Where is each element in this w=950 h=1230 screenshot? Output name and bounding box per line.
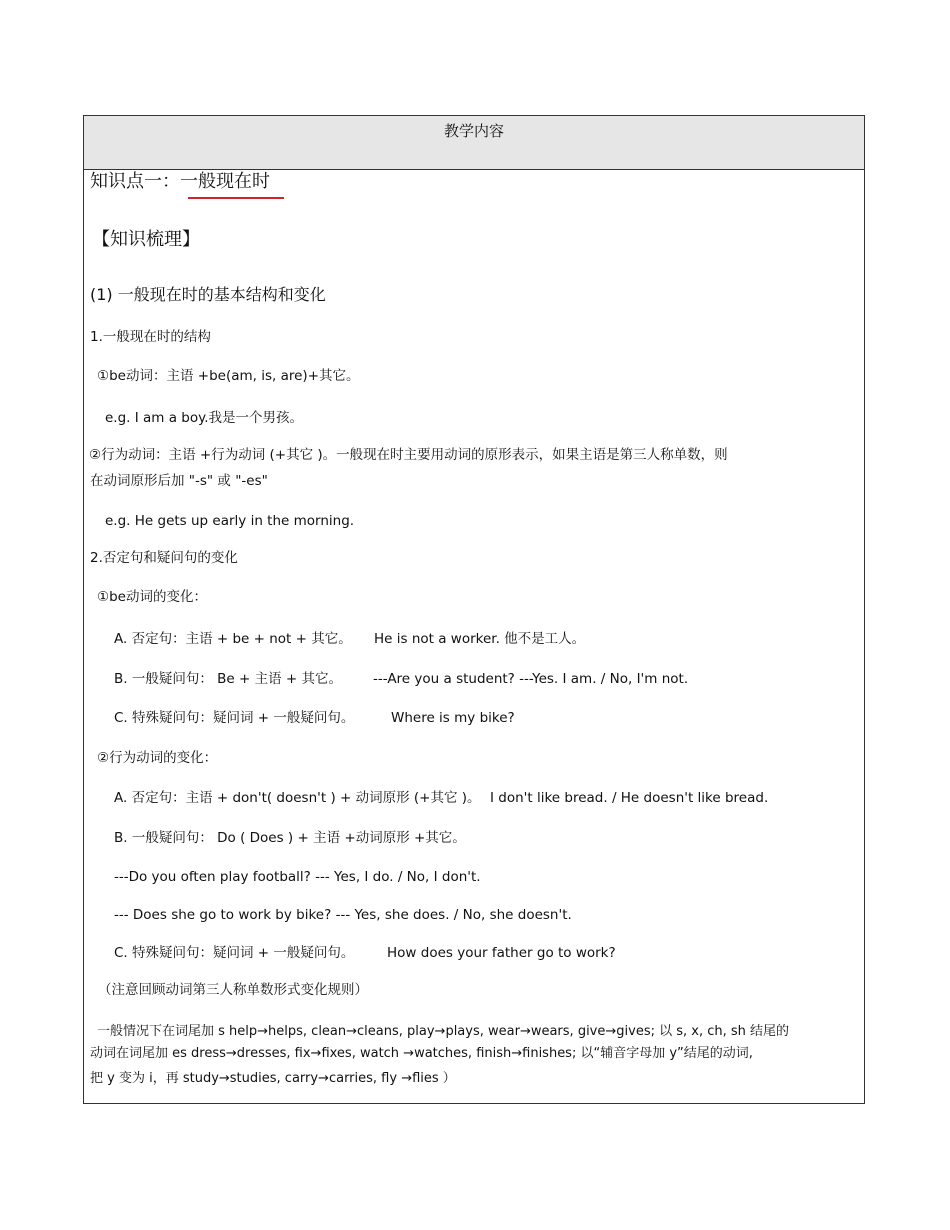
line-be-b-rule: B. 一般疑问句： Be + 主语 + 其它。 [114,671,342,687]
knowledge-topic: 一般现在时 [180,171,270,192]
line-be-b-example: ---Are you a student? ---Yes. I am. / No, I'm not. [373,671,689,687]
table-header [84,116,864,170]
line-v-b-example-2: --- Does she go to work by bike? --- Yes, she does. / No, she doesn't. [114,907,572,923]
line-v-c-example: How does your father go to work? [387,945,616,961]
knowledge-point-title [90,170,270,194]
line-s2: 2.否定句和疑问句的变化 [90,550,238,566]
line-be-c-example: Where is my bike? [391,710,515,726]
subheading: (1) 一般现在时的基本结构和变化 [90,285,326,304]
line-v-b-rule: B. 一般疑问句： Do ( Does ) + 主语 +动词原形 +其它。 [114,830,466,846]
knowledge-prefix: 知识点一： [90,171,180,192]
line-rule-1: 一般情况下在词尾加 s help→helps, clean→cleans, play→plays, wear→wears, give→gives; 以 s, x, ch, sh 结尾的 [97,1024,790,1039]
line-be-a-example: He is not a worker. 他不是工人。 [374,631,586,647]
line-rule-2: 动词在词尾加 es dress→dresses, fix→fixes, watch →watches, finish→finishes; 以“辅音字母加 y”结尾的动词, [90,1046,753,1061]
header-title: 教学内容 [443,122,504,140]
line-be-a-rule: A. 否定句：主语 + be + not + 其它。 [114,631,352,647]
line-verb-structure-1: ②行为动词：主语 +行为动词 (+其它 )。一般现在时主要用动词的原形表示，如果主语是第三人称单数，则 [89,447,728,463]
line-eg2: e.g. He gets up early in the morning. [105,513,355,529]
line-be-c-rule: C. 特殊疑问句：疑问词 + 一般疑问句。 [114,710,355,726]
line-be-change: ①be动词的变化： [97,589,207,605]
line-verb-structure-2: 在动词原形后加 "-s" 或 "-es" [90,473,268,489]
line-v-a-rule: A. 否定句：主语 + don't( doesn't ) + 动词原形 (+其它 )。 [114,790,481,806]
line-eg1: e.g. I am a boy.我是一个男孩。 [105,410,303,426]
line-verb-change: ②行为动词的变化： [97,750,218,766]
line-rule-3: 把 y 变为 i，再 study→studies, carry→carries, fly →flies ） [90,1071,456,1086]
line-be-structure: ①be动词：主语 +be(am, is, are)+其它。 [97,368,360,384]
line-v-b-example-1: ---Do you often play football? --- Yes, I do. / No, I don't. [114,869,481,885]
line-note: （注意回顾动词第三人称单数形式变化规则） [98,982,368,998]
line-v-c-rule: C. 特殊疑问句：疑问词 + 一般疑问句。 [114,945,355,961]
line-v-a-example: I don't like bread. / He doesn't like bread. [490,790,769,806]
section-heading: 【知识梳理】 [92,229,200,250]
line-s1: 1.一般现在时的结构 [90,329,211,345]
